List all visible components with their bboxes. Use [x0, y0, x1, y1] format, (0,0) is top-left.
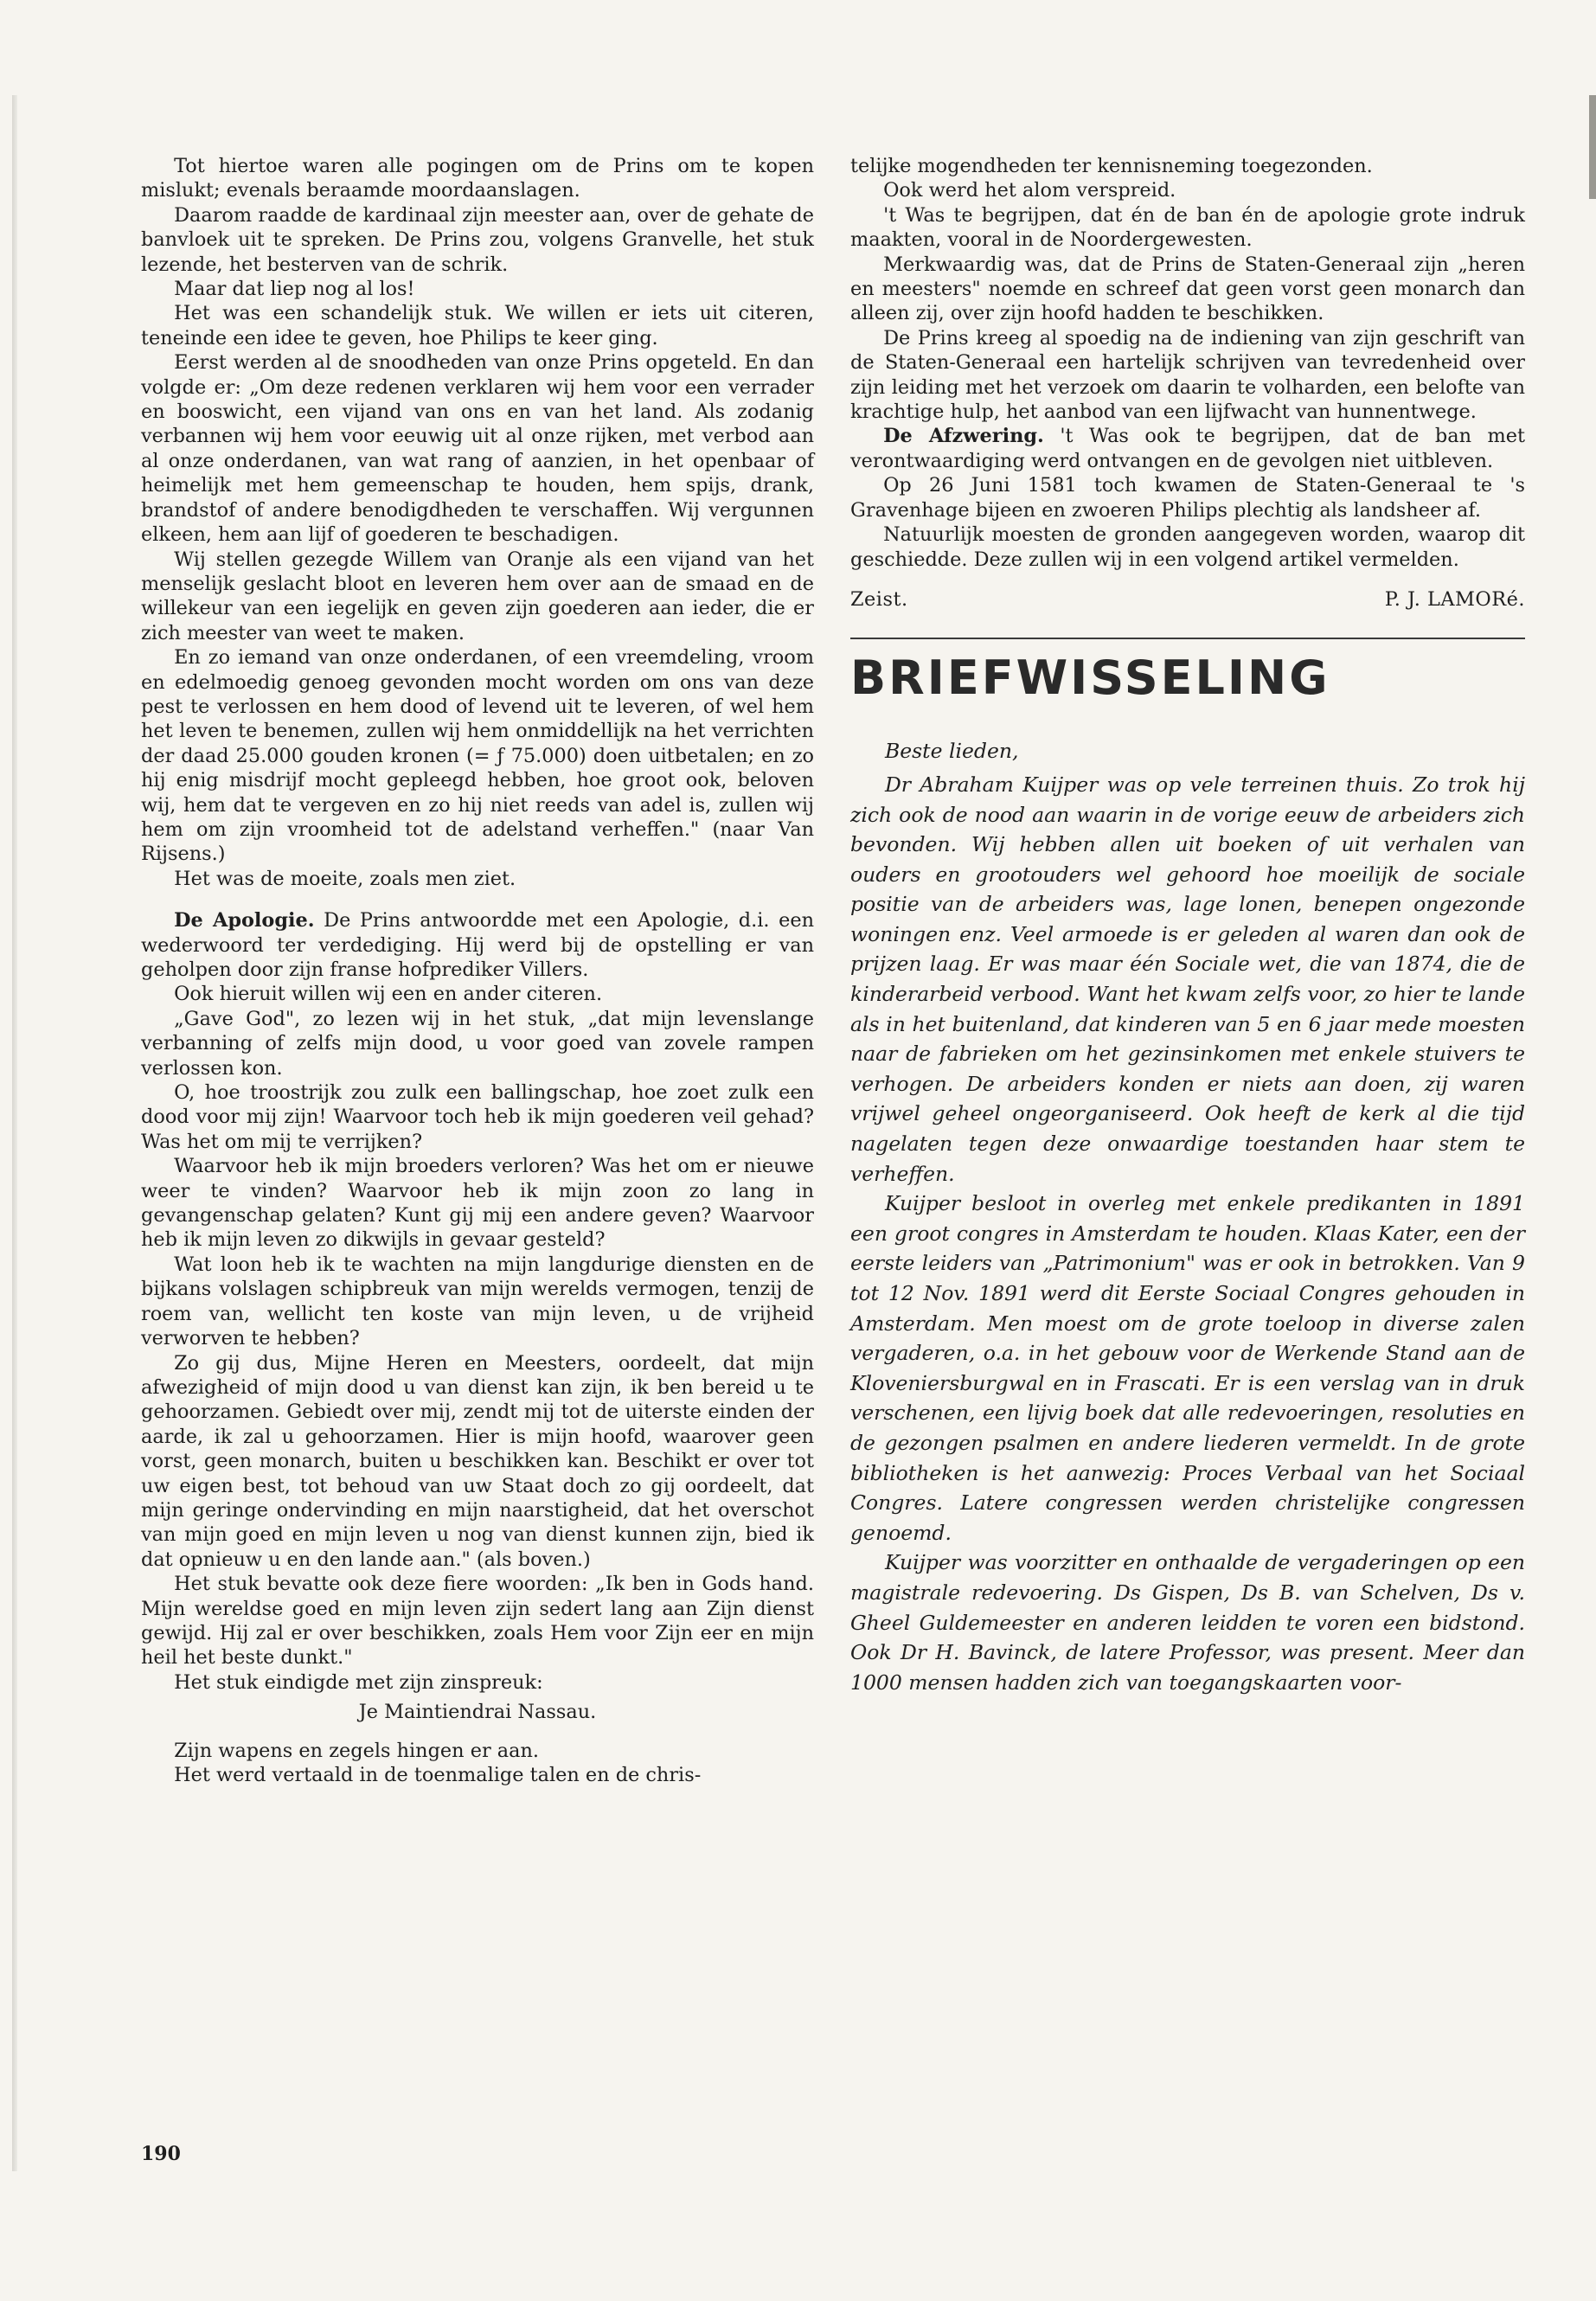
paragraph: Ook werd het alom verspreid.: [883, 179, 1176, 202]
run-in-heading-afzwering: De Afzwering.: [883, 425, 1044, 448]
paragraph: Daarom raadde de kardinaal zijn meester aan, over de gehate de banvloek uit te spreken. De Prins zou, volgens Granvelle, het stuk lezende, het besterven van de schrik.: [141, 203, 814, 276]
letter-paragraph: Kuijper was voorzitter en onthaalde de vergaderingen op een magistrale redevoering. Ds Gispen, Ds B. van Schelven, Ds v. Gheel Guldemeester en anderen leidden te voren een bidstond. Ook Dr H. Bavinck, de latere Professor, was present. Meer dan 1000 mensen hadden zich van toegangskaarten voor-: [850, 1550, 1525, 1695]
letter-paragraph: Kuijper besloot in overleg met enkele predikanten in 1891 een groot congres in Amsterdam te houden. Klaas Kater, een der eerste leiders van „Patrimonium" was er ook in betrokken. Van 9 tot 12 Nov. 1891 werd dit Eerste Sociaal Congres gehouden in Amsterdam. Men moest om de grote toeloop in diverse zalen vergaderen, o.a. in het gebouw voor de Werkende Stand aan de Kloveniersburgwal en in Frascati. Er is een verslag van in druk verschenen, een lijvig boek dat alle redevoeringen, resoluties en de gezongen psalmen en andere liederen vermeldt. In de grote bibliotheken is het aanwezig: Proces Verbaal van het Sociaal Congres. Latere congressen werden christelijke congressen genoemd.: [850, 1191, 1525, 1545]
afzwering-text: 't Was ook te begrijpen, dat de ban met verontwaardiging werd ontvangen en de gevolgen niet uitbleven.: [850, 425, 1525, 472]
paragraph: Zo gij dus, Mijne Heren en Meesters, oordeelt, dat mijn afwezigheid of mijn dood u van dienst kan zijn, ik ben bereid u te gehoorzamen. Gebiedt over mij, zendt mij tot de uiterste einden der aarde, ik zal u gehoorzamen. Hier is mijn hoofd, waarover geen vorst, geen monarch, buiten u beschikken kan. Beschikt er over tot uw eigen best, tot behoud van uw Staat doch zo gij oordeelt, dat mijn geringe ondervinding en mijn naarstigheid, dat het overschot van mijn goed en mijn leven u nog van dienst kunnen zijn, bied ik dat opnieuw u en den lande aan." (als boven.): [141, 1351, 814, 1571]
right-column: [850, 154, 1525, 1697]
paragraph: Maar dat liep nog al los!: [174, 278, 415, 301]
paragraph: telijke mogendheden ter kennisneming toegezonden.: [850, 155, 1373, 177]
paragraph: Eerst werden al de snoodheden van onze Prins opgeteld. En dan volgde er: „Om deze redenen verklaren wij hem voor een verrader en booswicht, een vijand van ons en van het land. Als zodanig verbannen wij hem voor eeuwig uit al onze rijken, met verbod aan al onze onderdanen, van wat rang of aanzien, in het openbaar of heimelijk met hem gemeenschap te houden, hem spijs, drank, brandstof of andere benodigdheden te verschaffen. Wij vergunnen elkeen, hem aan lijf of goederen te beschadigen.: [141, 351, 814, 547]
paragraph: Op 26 Juni 1581 toch kwamen de Staten-Generaal te 's Gravenhage bijeen en zwoeren Philips plechtig als landsheer af.: [850, 474, 1525, 522]
paragraph: Merkwaardig was, dat de Prins de Staten-Generaal zijn „heren en meesters" noemde en schreef dat geen vorst geen monarch dan alleen zij, over zijn hoofd hadden te beschikken.: [850, 253, 1525, 325]
apologie-paragraph: [141, 908, 814, 982]
paragraph: Het stuk eindigde met zijn zinspreuk:: [174, 1670, 543, 1694]
signature-row: [850, 587, 1525, 612]
section-title: BRIEFWISSELING: [850, 651, 1330, 706]
paragraph: Tot hiertoe waren alle pogingen om de Prins om te kopen mislukt; evenals beraamde moordaanslagen.: [141, 155, 814, 202]
salutation: Beste lieden,: [884, 739, 1019, 764]
page-number: 190: [141, 2143, 181, 2165]
place: Zeist.: [850, 587, 908, 611]
letter-block: [850, 736, 1525, 1697]
letter-paragraph: Dr Abraham Kuijper was op vele terreinen thuis. Zo trok hij zich ook de nood aan waarin in de vorige eeuw de arbeiders zich bevonden. Wij hebben allen uit boeken of uit verhalen van ouders en grootouders wel gehoord hoe moeilijk de sociale positie van de arbeiders was, lage lonen, benepen ongezonde woningen enz. Veel armoede is er geleden al waren dan ook de prijzen laag. Er was maar één Sociale wet, die van 1874, die de kinderarbeid verbood. Want het kwam zelfs voor, zo hier te lande als in het buitenland, dat kinderen van 5 en 6 jaar mede moesten naar de fabrieken om het gezinsinkomen met enkele stuivers te verhogen. De arbeiders konden er niets aan doen, zij waren vrijwel geheel ongeorganiseerd. Ook heeft de kerk al die tijd nagelaten tegen deze onwaardige toestanden haar stem te verheffen.: [850, 772, 1525, 1186]
motto: Je Maintiendrai Nassau.: [358, 1701, 597, 1724]
afzwering-paragraph: [850, 424, 1525, 473]
paragraph: Zijn wapens en zegels hingen er aan.: [174, 1739, 540, 1762]
paragraph: 't Was te begrijpen, dat én de ban én de apologie grote indruk maakten, vooral in de Noordergewesten.: [850, 203, 1525, 252]
paragraph: Ook hieruit willen wij een en ander citeren.: [174, 983, 603, 1006]
section-divider: [850, 638, 1525, 639]
author-signature: P. J. LAMORé.: [1384, 587, 1525, 611]
paragraph: Natuurlijk moesten de gronden aangegeven worden, waarop dit geschiedde. Deze zullen wij in een volgend artikel vermelden.: [850, 523, 1525, 571]
left-column: [141, 154, 814, 1787]
paragraph: Het was een schandelijk stuk. We willen er iets uit citeren, teneinde een idee te geven, hoe Philips te keer ging.: [141, 302, 814, 349]
paragraph: Wij stellen gezegde Willem van Oranje als een vijand van het menselijk geslacht bloot en leveren hem over aan de smaad en de willekeur van een iegelijk en geven zijn goederen aan ieder, die er zich meester van weet te maken.: [141, 548, 814, 644]
paragraph: Wat loon heb ik te wachten na mijn langdurige diensten en de bijkans volslagen schipbreuk van mijn werelds vermogen, tenzij de roem van, wellicht ten koste van mijn leven, u de vrijheid verworven te hebben?: [141, 1253, 814, 1350]
paragraph: O, hoe troostrijk zou zulk een ballingschap, hoe zoet zulk een dood voor mij zijn! Waarvoor toch heb ik mijn goederen veil gehad? Was het om mij te verrijken?: [141, 1081, 814, 1153]
apologie-text: De Prins antwoordde met een Apologie, d.i. een wederwoord ter verdediging. Hij werd bij de opstelling er van geholpen door zijn franse hofprediker Villers.: [141, 909, 814, 981]
scan-left-edge: [12, 95, 17, 2171]
paragraph: De Prins kreeg al spoedig na de indiening van zijn geschrift van de Staten-Generaal een hartelijk schrijven van tevredenheid over zijn leiding met het verzoek om daarin te volharden, een belofte van krachtige hulp, het aanbod van een lijfwacht van hunnentwege.: [850, 326, 1525, 424]
paragraph: Waarvoor heb ik mijn broeders verloren? Was het om er nieuwe weer te vinden? Waarvoor heb ik mijn zoon zo lang in gevangenschap gelaten? Kunt gij mij een andere geven? Waarvoor heb ik mijn leven zo dikwijls in gevaar gesteld?: [141, 1155, 814, 1252]
paragraph: „Gave God", zo lezen wij in het stuk, „dat mijn levenslange verbanning of zelfs mijn dood, u voor goed van zovele rampen verlossen kon.: [141, 1007, 814, 1080]
paragraph: Het werd vertaald in de toenmalige talen en de chris-: [174, 1764, 702, 1786]
paragraph: En zo iemand van onze onderdanen, of een vreemdeling, vroom en edelmoedig genoeg gevonden mocht worden om ons van deze pest te verlossen en hem dood of levend uit te leveren, of wel hem het leven te benemen, zullen wij hem onmiddellijk na het verrichten der daad 25.000 gouden kronen (= ƒ 75.000) doen uitbetalen; en zo hij enig misdrijf mocht gepleegd hebben, hoe groot ook, beloven wij, hem dat te vergeven en zo hij niet reeds van adel is, zullen wij hem om zijn vroomheid tot de adelstand verheffen." (naar Van Rijsens.): [141, 646, 814, 866]
paragraph: Het stuk bevatte ook deze fiere woorden: „Ik ben in Gods hand. Mijn wereldse goed en mijn leven zijn sedert lang aan Zijn dienst gewijd. Hij zal er over beschikken, zoals Hem voor Zijn eer en mijn heil het beste dunkt.": [141, 1573, 814, 1670]
paragraph: Het was de moeite, zoals men ziet.: [174, 867, 516, 890]
scan-right-edge: [1589, 95, 1596, 199]
run-in-heading-apologie: De Apologie.: [174, 909, 315, 933]
